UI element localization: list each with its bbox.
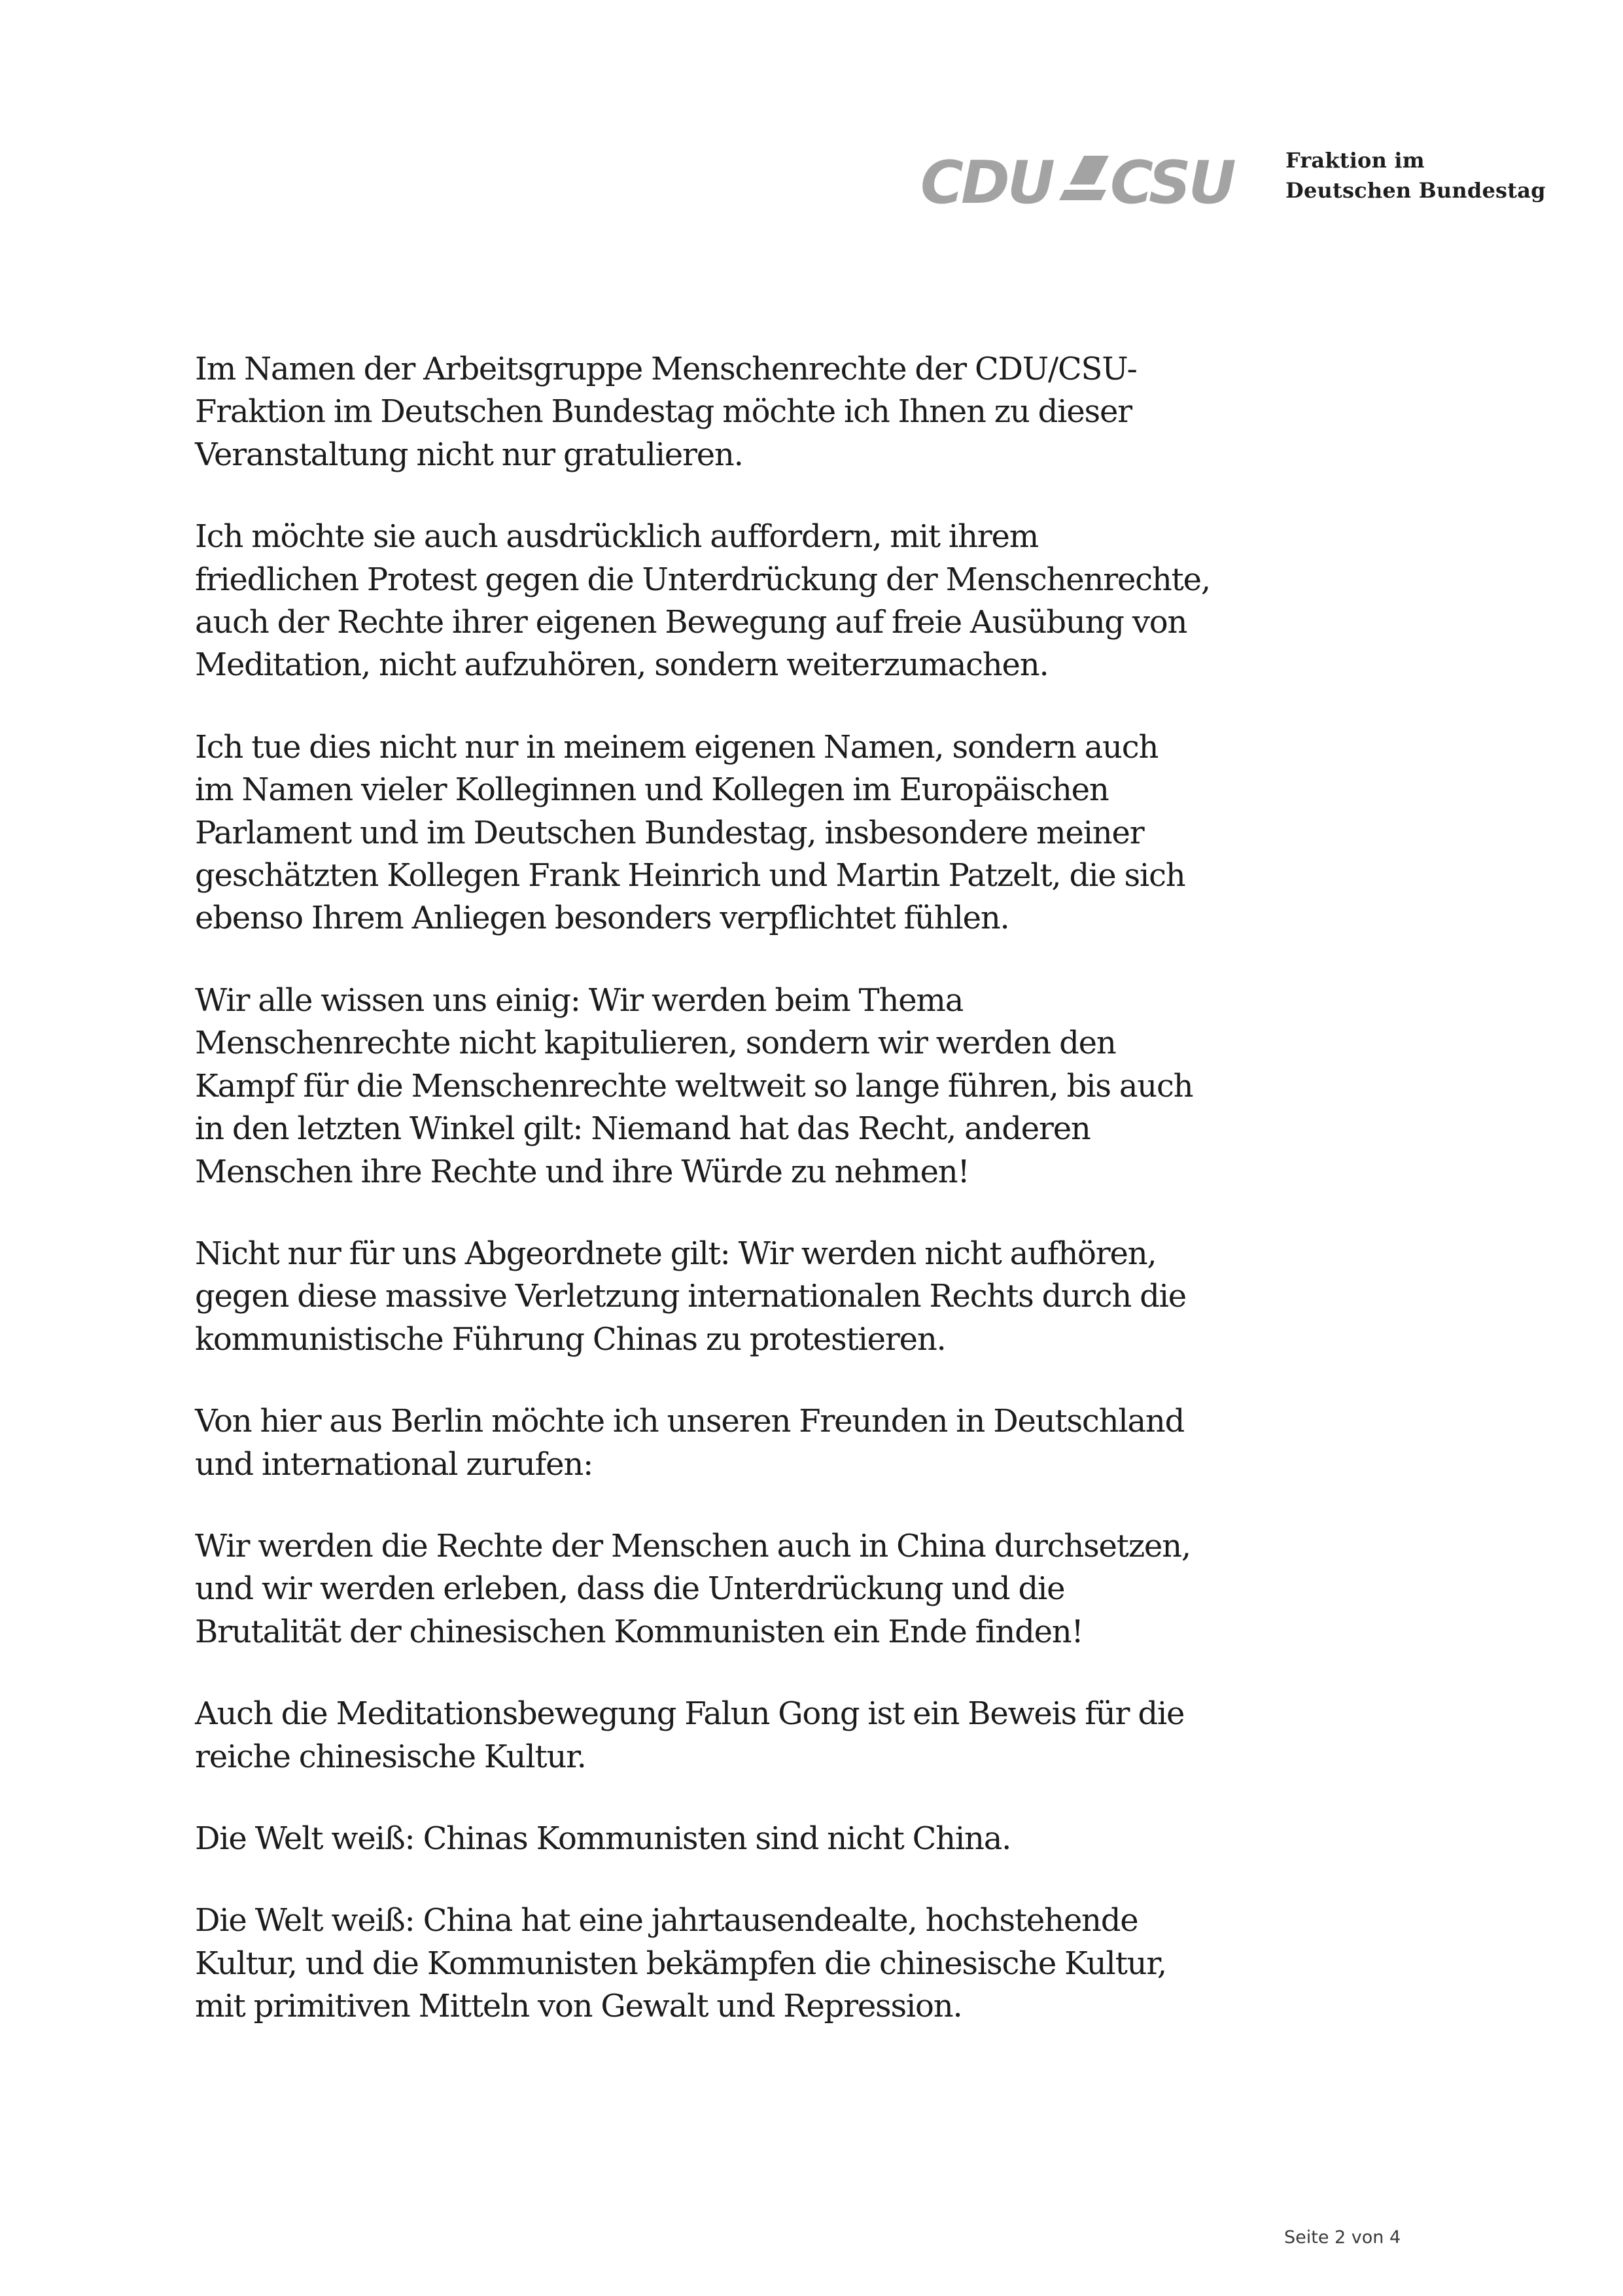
text-line: kommunistische Führung Chinas zu protestieren. (195, 1320, 946, 1358)
text-line: gegen diese massive Verletzung internationalen Rechts durch die (195, 1278, 1186, 1315)
text-line: Ich möchte sie auch ausdrücklich auffordern, mit ihrem (195, 518, 1039, 556)
text-line: Die Welt weiß: China hat eine jahrtausendealte, hochstehende (195, 1902, 1138, 1939)
page-number: Seite 2 von 4 (1284, 2227, 1401, 2248)
text-line: und wir werden erleben, dass die Unterdrückung und die (195, 1570, 1065, 1608)
logo-slash-mark (1059, 156, 1109, 200)
text-line: Menschen ihre Rechte und ihre Würde zu nehmen! (195, 1153, 969, 1190)
paragraph (195, 1693, 1242, 1778)
text-line: Ich tue dies nicht nur in meinem eigenen Namen, sondern auch (195, 728, 1159, 766)
paragraph (195, 980, 1242, 1193)
text-line: reiche chinesische Kultur. (195, 1738, 586, 1775)
subtitle-line-2: Deutschen Bundestag (1285, 178, 1546, 203)
paragraph (195, 1400, 1242, 1486)
text-line: Von hier aus Berlin möchte ich unseren Freunden in Deutschland (195, 1403, 1185, 1440)
subtitle-line-1: Fraktion im (1285, 148, 1425, 173)
text-line: Im Namen der Arbeitsgruppe Menschenrechte der CDU/CSU- (195, 351, 1137, 387)
text-line: Kampf für die Menschenrechte weltweit so lange führen, bis auch (195, 1067, 1193, 1104)
logo-cdu-text: CDU (920, 149, 1053, 216)
text-line: mit primitiven Mitteln von Gewalt und Repression. (195, 1988, 962, 2025)
text-line: Auch die Meditationsbewegung Falun Gong ist ein Beweis für die (195, 1695, 1185, 1733)
text-line: Wir werden die Rechte der Menschen auch in China durchsetzen, (195, 1527, 1191, 1564)
text-line: Nicht nur für uns Abgeordnete gilt: Wir werden nicht aufhören, (195, 1235, 1157, 1272)
text-line: und international zurufen: (195, 1445, 593, 1483)
text-line: friedlichen Protest gegen die Unterdrückung der Menschenrechte, (195, 561, 1210, 598)
text-line: in den letzten Winkel gilt: Niemand hat das Recht, anderen (195, 1110, 1091, 1148)
text-line: Wir alle wissen uns einig: Wir werden beim Thema (195, 981, 964, 1019)
faction-subtitle (1285, 145, 1546, 205)
paragraph (195, 1818, 1242, 1860)
logo-csu-text: CSU (1110, 149, 1234, 216)
paragraph (195, 348, 1242, 476)
text-line: Menschenrechte nicht kapitulieren, sondern wir werden den (195, 1025, 1116, 1062)
paragraph (195, 1233, 1242, 1361)
text-line: geschätzten Kollegen Frank Heinrich und Martin Patzelt, die sich (195, 857, 1185, 894)
text-line: ebenso Ihrem Anliegen besonders verpflichtet fühlen. (195, 900, 1009, 937)
text-line: Die Welt weiß: Chinas Kommunisten sind nicht China. (195, 1820, 1011, 1857)
text-line: Brutalität der chinesischen Kommunisten ein Ende finden! (195, 1613, 1083, 1650)
text-line: Kultur, und die Kommunisten bekämpfen die chinesische Kultur, (195, 1945, 1166, 1982)
text-line: Fraktion im Deutschen Bundestag möchte ich Ihnen zu dieser (195, 393, 1132, 431)
text-line: Meditation, nicht aufzuhören, sondern weiterzumachen. (195, 646, 1049, 684)
paragraph (195, 516, 1242, 687)
text-line: im Namen vieler Kolleginnen und Kollegen im Europäischen (195, 771, 1109, 809)
text-line: auch der Rechte ihrer eigenen Bewegung auf freie Ausübung von (195, 604, 1187, 641)
logo-graphic (919, 144, 1285, 216)
text-line: Parlament und im Deutschen Bundestag, insbesondere meiner (195, 814, 1144, 851)
paragraph (195, 1525, 1242, 1653)
paragraph (195, 726, 1242, 940)
letter-body (195, 348, 1242, 2068)
text-line: Veranstaltung nicht nur gratulieren. (195, 436, 743, 473)
paragraph (195, 1899, 1242, 2028)
